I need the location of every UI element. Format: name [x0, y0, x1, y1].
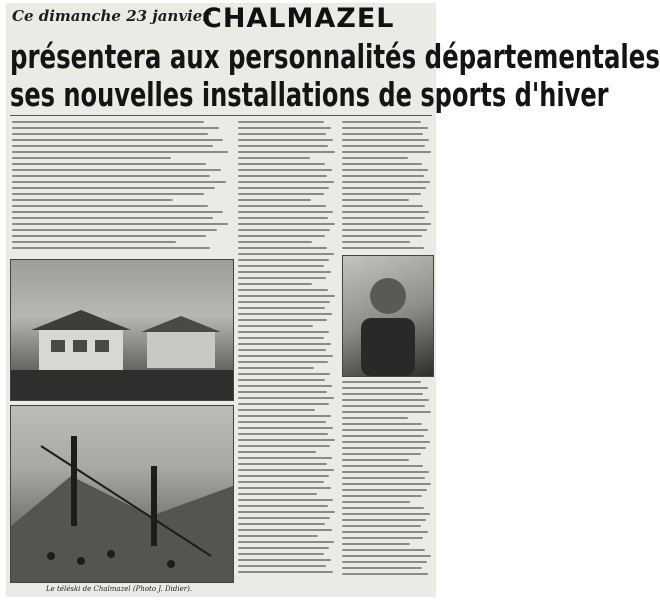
text-line	[238, 523, 325, 525]
text-line	[342, 405, 425, 407]
text-line	[342, 411, 431, 413]
text-line	[12, 187, 215, 189]
text-line	[238, 355, 333, 357]
text-line	[342, 549, 425, 551]
text-line	[342, 175, 424, 177]
text-line	[12, 205, 208, 207]
text-line	[342, 543, 410, 545]
text-line	[342, 181, 430, 183]
text-line	[342, 241, 410, 243]
text-line	[12, 145, 213, 147]
text-line	[238, 511, 335, 513]
text-line	[342, 501, 410, 503]
text-line	[12, 223, 228, 225]
text-line	[238, 145, 328, 147]
text-line	[342, 447, 426, 449]
text-line	[238, 139, 333, 141]
text-line	[342, 381, 421, 383]
text-line	[12, 133, 208, 135]
text-line	[238, 271, 331, 273]
text-line	[342, 555, 431, 557]
text-line	[238, 403, 329, 405]
text-line	[342, 573, 428, 575]
text-line	[342, 531, 428, 533]
text-line	[342, 393, 423, 395]
text-line	[238, 313, 332, 315]
text-line	[342, 193, 421, 195]
text-line	[238, 475, 329, 477]
text-line	[342, 199, 409, 201]
text-line	[342, 223, 431, 225]
text-line	[238, 427, 333, 429]
text-line	[238, 283, 312, 285]
text-line	[238, 235, 325, 237]
text-line	[238, 211, 333, 213]
text-line	[238, 379, 325, 381]
text-line	[342, 471, 429, 473]
text-line	[12, 139, 223, 141]
text-line	[12, 241, 176, 243]
text-line	[238, 151, 335, 153]
chalet-illustration	[11, 260, 233, 400]
text-line	[238, 481, 324, 483]
right-text-column	[342, 121, 432, 253]
text-line	[12, 175, 210, 177]
text-line	[238, 439, 335, 441]
text-line	[238, 265, 324, 267]
ski-lift-illustration	[11, 406, 233, 582]
lead-text-column	[12, 121, 230, 253]
text-line	[238, 169, 332, 171]
text-line	[12, 247, 210, 249]
text-line	[238, 421, 326, 423]
text-line	[238, 331, 329, 333]
text-line	[238, 229, 330, 231]
text-line	[238, 343, 331, 345]
text-line	[342, 519, 426, 521]
text-line	[238, 319, 327, 321]
text-line	[12, 163, 206, 165]
text-line	[12, 181, 226, 183]
middle-text-column	[238, 121, 336, 577]
text-line	[342, 483, 431, 485]
text-line	[238, 469, 334, 471]
text-line	[238, 493, 317, 495]
text-line	[342, 157, 408, 159]
portrait-photo	[342, 255, 434, 377]
text-line	[238, 373, 330, 375]
text-line	[12, 151, 228, 153]
text-line	[238, 559, 331, 561]
text-line	[238, 325, 313, 327]
text-line	[342, 453, 421, 455]
text-line	[342, 217, 425, 219]
text-line	[238, 253, 334, 255]
kicker-date: Ce dimanche 23 janvier	[12, 7, 211, 25]
text-line	[342, 133, 423, 135]
newspaper-clipping	[6, 3, 660, 597]
text-line	[12, 193, 204, 195]
headline-line-2: ses nouvelles installations de sports d'hiver	[10, 75, 609, 114]
text-line	[342, 229, 427, 231]
text-line	[342, 235, 422, 237]
text-line	[342, 537, 423, 539]
text-line	[238, 457, 332, 459]
text-line	[238, 517, 330, 519]
text-line	[342, 429, 428, 431]
text-line	[342, 145, 425, 147]
text-line	[238, 181, 334, 183]
headline-line-1: présentera aux personnalités départementales	[10, 37, 660, 76]
text-line	[238, 121, 324, 123]
text-line	[342, 247, 424, 249]
text-line	[342, 127, 428, 129]
text-line	[238, 487, 331, 489]
text-line	[238, 241, 312, 243]
text-line	[12, 199, 173, 201]
portrait-illustration	[343, 256, 433, 376]
text-line	[342, 459, 409, 461]
text-line	[342, 435, 424, 437]
headline-rule	[10, 115, 432, 116]
text-line	[238, 499, 333, 501]
text-line	[238, 199, 311, 201]
text-line	[342, 169, 428, 171]
text-line	[238, 301, 330, 303]
text-line	[12, 211, 223, 213]
text-line	[238, 445, 330, 447]
text-line	[238, 433, 328, 435]
text-line	[238, 247, 327, 249]
chalet-photo	[10, 259, 234, 401]
text-line	[238, 175, 327, 177]
text-line	[238, 295, 335, 297]
text-line	[238, 571, 333, 573]
text-line	[238, 385, 332, 387]
text-line	[12, 157, 171, 159]
text-line	[342, 441, 430, 443]
text-line	[342, 205, 423, 207]
text-line	[238, 133, 326, 135]
text-line	[342, 151, 431, 153]
text-line	[238, 163, 325, 165]
text-line	[238, 553, 324, 555]
text-line	[342, 567, 422, 569]
text-line	[238, 349, 326, 351]
text-line	[238, 409, 315, 411]
text-line	[238, 397, 334, 399]
text-line	[238, 505, 328, 507]
text-line	[238, 289, 328, 291]
text-line	[238, 541, 334, 543]
text-line	[238, 547, 329, 549]
text-line	[342, 513, 430, 515]
text-line	[342, 477, 425, 479]
text-line	[342, 211, 429, 213]
text-line	[238, 223, 335, 225]
text-line	[238, 415, 331, 417]
text-line	[238, 391, 327, 393]
text-line	[342, 399, 429, 401]
text-line	[342, 423, 422, 425]
text-line	[342, 489, 427, 491]
text-line	[238, 535, 318, 537]
text-line	[342, 139, 429, 141]
text-line	[238, 259, 329, 261]
text-line	[12, 121, 204, 123]
text-line	[238, 127, 331, 129]
text-line	[342, 525, 421, 527]
text-line	[238, 463, 327, 465]
text-line	[342, 495, 422, 497]
text-line	[12, 229, 217, 231]
text-line	[238, 367, 314, 369]
text-line	[238, 157, 310, 159]
text-line	[12, 169, 221, 171]
text-line	[342, 561, 427, 563]
text-line	[342, 507, 424, 509]
text-line	[12, 217, 213, 219]
text-line	[238, 361, 328, 363]
text-line	[342, 387, 428, 389]
text-line	[342, 121, 421, 123]
text-line	[238, 187, 329, 189]
text-line	[238, 307, 325, 309]
text-line	[238, 565, 326, 567]
text-line	[238, 529, 332, 531]
text-line	[12, 127, 219, 129]
text-line	[342, 163, 422, 165]
right-lower-text-column	[342, 381, 432, 579]
text-line	[12, 235, 206, 237]
text-line	[238, 451, 316, 453]
text-line	[238, 217, 328, 219]
ski-lift-photo	[10, 405, 234, 583]
town-title: CHALMAZEL	[202, 3, 395, 34]
text-line	[342, 417, 408, 419]
text-line	[238, 193, 324, 195]
text-line	[238, 205, 326, 207]
text-line	[342, 465, 423, 467]
text-line	[238, 277, 326, 279]
text-line	[342, 187, 426, 189]
photo-caption: Le téléski de Chalmazel (Photo J. Didier).	[46, 585, 193, 593]
text-line	[238, 337, 324, 339]
